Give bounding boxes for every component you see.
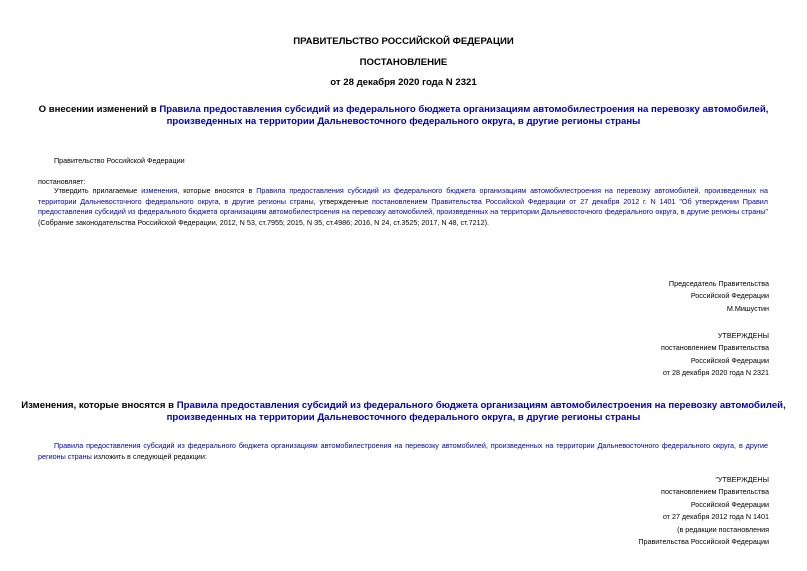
resolution-1401-link[interactable]: постановлением Правительства Российской Федерации от 27 декабря 2012 г. N 1401 "Об утверждении Правил предоставления субсидий из федерального бюджета организациям автомобилестроения на перевозку автомобилей, произведенных на территории Дальневосточного федерального округа, в другие регионы страны" <box>38 196 768 217</box>
title-prefix: О внесении изменений в <box>38 104 160 115</box>
approved-line-4: от 28 декабря 2020 года N 2321 <box>662 368 769 378</box>
approved2-heading: "УТВЕРЖДЕНЫ <box>715 475 769 484</box>
changes-title-prefix: Изменения, которые вносятся в <box>21 400 177 411</box>
p1-text-2: , которые вносятся в <box>177 186 257 195</box>
changes-paragraph <box>38 441 768 462</box>
approved2-line-2: постановлением Правительства <box>661 487 769 497</box>
p1-text-3: , утвержденные <box>313 196 373 206</box>
changes-body-text: изложить в следующей редакции: <box>91 451 207 461</box>
approved2-line-4: от 27 декабря 2012 года N 1401 <box>662 512 769 522</box>
title-rules-link[interactable]: Правила предоставления субсидий из федерального бюджета организациям автомобилестроения на перевозку автомобилей, <box>159 104 769 115</box>
approved-line-3: Российской Федерации <box>690 355 769 365</box>
approved-1401-block <box>638 474 769 548</box>
changes-title-rules-link[interactable]: Правила предоставления субсидий из федерального бюджета организациям автомобилестроения на перевозку автомобилей, <box>176 400 786 411</box>
rules-link[interactable]: Правила предоставления субсидий из федерального бюджета организациям автомобилестроения на перевозку автомобилей, произведенных на территории Дальневосточного федерального округа, в другие регионы страны <box>38 186 768 206</box>
signature-country: Российской Федерации <box>690 291 769 301</box>
title-rules-link-continued[interactable]: произведенных на территории Дальневосточного федерального округа, в другие регионы страны <box>166 116 641 127</box>
document-date-number: от 28 декабря 2020 года N 2321 <box>330 77 477 88</box>
document-type: ПОСТАНОВЛЕНИЕ <box>359 57 448 68</box>
government-heading: ПРАВИТЕЛЬСТВО РОССИЙСКОЙ ФЕДЕРАЦИИ <box>293 36 514 47</box>
changes-title <box>0 400 807 424</box>
resolves-label: постановляет: <box>38 177 86 186</box>
resolution-paragraph <box>38 186 768 228</box>
p1-text-1: Утвердить прилагаемые <box>54 186 142 195</box>
approved2-line-6: Правительства Российской Федерации <box>638 537 769 547</box>
signature-block <box>669 278 769 315</box>
signature-position: Председатель Правительства <box>668 279 769 288</box>
signature-name: М.Мишустин <box>726 303 769 313</box>
approved-heading: УТВЕРЖДЕНЫ <box>717 331 769 340</box>
p1-text-4: (Собрание законодательства Российской Федерации, 2012, N 53, ст.7955; 2015, N 35, ст.4986; 2016, N 24, ст.3525; 2017, N 48, ст.7212). <box>38 217 490 227</box>
approved-block <box>661 330 769 380</box>
changes-title-rules-link-continued[interactable]: произведенных на территории Дальневосточного федерального округа, в другие регионы страны <box>166 412 641 423</box>
government-label: Правительство Российской Федерации <box>54 156 185 165</box>
approved2-line-3: Российской Федерации <box>690 499 769 509</box>
approved-line-2: постановлением Правительства <box>661 343 769 353</box>
changes-link[interactable]: изменения <box>141 186 178 195</box>
approved2-line-5: (в редакции постановления <box>677 524 769 534</box>
document-title <box>0 104 807 128</box>
changes-body-rules-link[interactable]: Правила предоставления субсидий из федерального бюджета организациям автомобилестроения на перевозку автомобилей, произведенных на территории Дальневосточного федерального округа, в другие регионы страны <box>38 441 768 461</box>
